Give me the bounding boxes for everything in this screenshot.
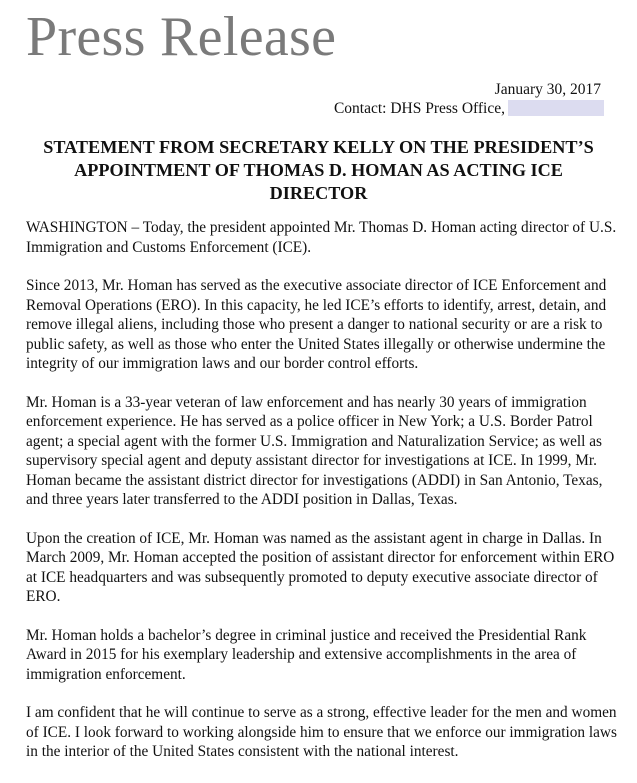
release-date: January 30, 2017 [494,81,601,98]
paragraph-3: Mr. Homan is a 33-year veteran of law enforcement and has nearly 30 years of immigration enforcement experience. He has served as a police officer in New York; a U.S. Border Patrol agent; a special agent with the former U.S. Immigration and Naturalization Service; as well as supervisory special agent and deputy assistant director for investigations at ICE. In 1999, Mr. Homan became the assistant district director for investigations (ADDI) in San Antonio, Texas, and three years later transferred to the ADDI position in Dallas, Texas. [26,393,603,508]
paragraph-2: Since 2013, Mr. Homan has served as the executive associate director of ICE Enforcement and Removal Operations (ERO). In this capacity, he led ICE’s efforts to identify, arrest, detain, and remove illegal aliens, including those who present a danger to national security or are a risk to public safety, as well as those who enter the United States illegally or otherwise undermine the integrity of our immigration laws and our border control efforts. [26,277,607,372]
redacted-contact-block [508,100,604,116]
masthead-title: Press Release [26,6,337,68]
paragraph-4: Upon the creation of ICE, Mr. Homan was named as the assistant agent in charge in Dallas. In March 2009, Mr. Homan accepted the position of assistant director for enforcement within ERO at ICE headquarters and was subsequently promoted to deputy executive associate director of ERO. [26,529,615,605]
paragraph-6: I am confident that he will continue to serve as a strong, effective leader for the men and women of ICE. I look forward to working alongside him to ensure that we enforce our immigration laws in the interior of the United States consistent with the national interest. [26,704,617,760]
paragraph-1: WASHINGTON – Today, the president appointed Mr. Thomas D. Homan acting director of U.S. Immigration and Customs Enforcement (ICE). [26,219,617,256]
release-body [26,218,626,781]
contact-line [334,99,604,118]
contact-label: Contact: DHS Press Office, [333,100,505,117]
headline: STATEMENT FROM SECRETARY KELLY ON THE PRESIDENT’S APPOINTMENT OF THOMAS D. HOMAN AS ACTING ICE DIRECTOR [43,137,594,203]
paragraph-5: Mr. Homan holds a bachelor’s degree in criminal justice and received the Presidential Rank Award in 2015 for his exemplary leadership and extensive accomplishments in the area of immigration enforcement. [26,626,587,683]
